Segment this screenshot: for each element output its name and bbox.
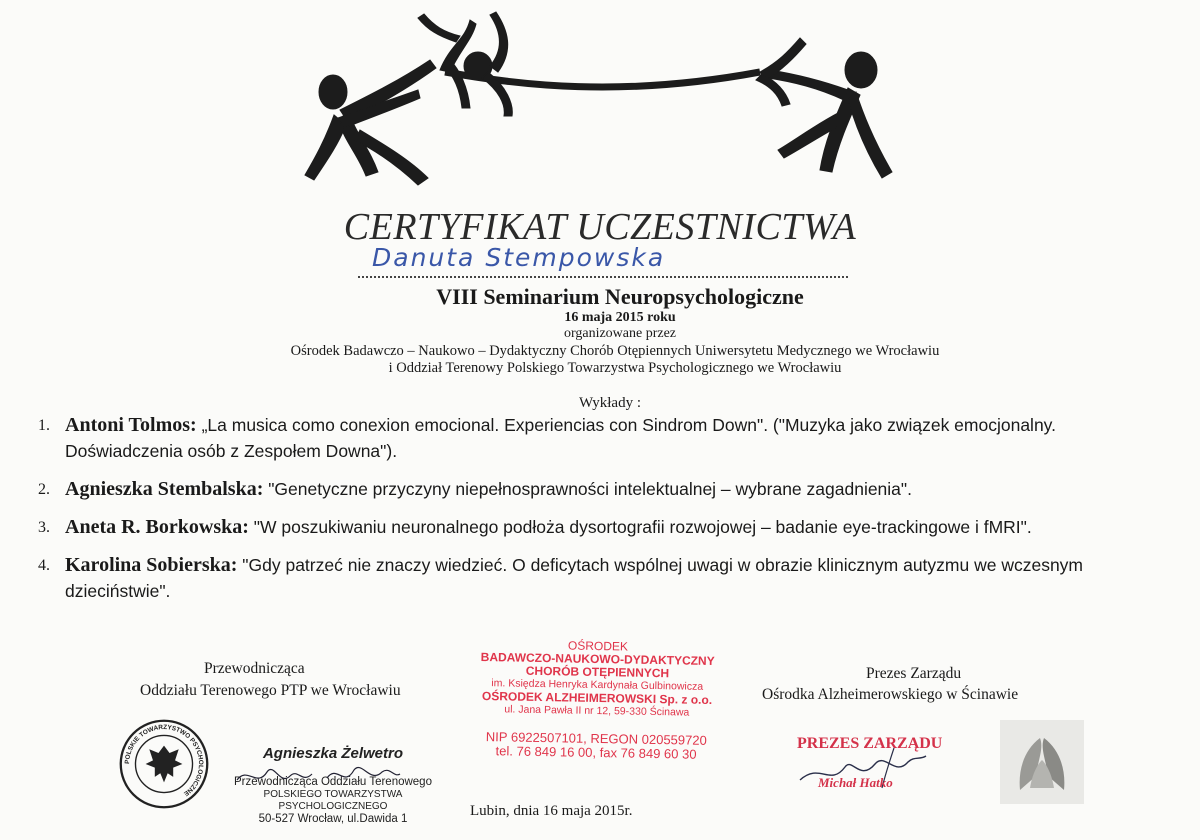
- lecture-speaker: Antoni Tolmos:: [65, 414, 197, 436]
- left-stamp-name: Agnieszka Żelwetro: [262, 745, 404, 762]
- lecture-topic: "W poszukiwaniu neuronalnego podłoża dysortografii rozwojowej – badanie eye-trackingowe i fMRI".: [248, 517, 1032, 537]
- stamp-line: ul. Jana Pawła II nr 12, 59-330 Ścinawa: [504, 703, 690, 719]
- right-stamp-name: Michał Hatko: [818, 775, 893, 790]
- lecture-number: 3.: [38, 519, 50, 536]
- stamp-line: tel. 76 849 16 00, fax 76 849 60 30: [495, 743, 697, 762]
- left-stamp-address: 50-527 Wrocław, ul.Dawida 1: [258, 813, 408, 825]
- left-stamp-org: POLSKIEGO TOWARZYSTWA PSYCHOLOGICZNEGO: [263, 789, 403, 812]
- lecture-item: [38, 514, 1178, 540]
- hands-logo-icon: [1000, 720, 1084, 804]
- lecture-item: [38, 412, 1178, 464]
- lecture-number: 1.: [38, 417, 50, 434]
- stamp-line: BADAWCZO-NAUKOWO-DYDAKTYCZNY CHORÓB OTĘPIENNYCH: [480, 649, 715, 681]
- eagle-seal-icon: [118, 718, 210, 810]
- lecture-number: 4.: [38, 557, 50, 574]
- lecture-topic: „La musica como conexion emocional. Experiencias con Sindrom Down". ("Muzyka jako związek emocjonalny. Doświadczenia osób z Zespołem Downa").: [65, 415, 1056, 461]
- event-title: VIII Seminarium Neuropsychologiczne: [436, 284, 804, 309]
- center-red-stamp: [461, 638, 733, 763]
- organizer-line-2: i Oddział Terenowy Polskiego Towarzystwa Psychologicznego we Wrocławiu: [388, 360, 842, 376]
- right-signatory-org: Ośrodka Alzheimerowskiego w Ścinawie: [762, 686, 1019, 703]
- stamp-line: OŚRODEK: [567, 638, 629, 654]
- participant-name: Danuta Stempowska: [372, 243, 666, 272]
- place-and-date: Lubin, dnia 16 maja 2015r.: [470, 803, 633, 819]
- lecture-number: 2.: [38, 481, 50, 498]
- left-signatory-org: Oddziału Terenowego PTP we Wrocławiu: [140, 682, 401, 699]
- organizer-line-1: Ośrodek Badawczo – Naukowo – Dydaktyczny Chorób Otępiennych Uniwersytetu Medycznego we Wrocławiu: [290, 343, 940, 359]
- left-signatory-title: Przewodnicząca: [204, 660, 305, 677]
- lecture-item: [38, 552, 1178, 604]
- event-date: 16 maja 2015 roku: [564, 310, 676, 325]
- left-stamp-role: Przewodnicząca Oddziału Terenowego: [234, 776, 432, 788]
- right-stamp-title: PREZES ZARZĄDU: [797, 735, 943, 752]
- seal-text: POLSKIE TOWARZYSTWO PSYCHOLOGICZNE: [123, 723, 205, 798]
- stamp-line: NIP 6922507101, REGON 020559720: [485, 729, 707, 748]
- lecture-topic: "Gdy patrzeć nie znaczy wiedzieć. O deficytach wspólnej uwagi w obrazie klinicznym autyzmu we wczesnym dzieciństwie".: [65, 555, 1084, 601]
- left-handwritten-signature: [232, 758, 402, 792]
- lectures-heading: Wykłady :: [579, 395, 641, 411]
- lecture-item: [38, 476, 1178, 502]
- stamp-line: im. Księdza Henryka Kardynała Gulbinowicza: [491, 677, 704, 693]
- lecture-speaker: Karolina Sobierska:: [65, 554, 238, 576]
- lecture-topic: "Genetyczne przyczyny niepełnosprawności intelektualnej – wybrane zagadnienia".: [263, 479, 912, 499]
- stick-figures-neuron-illustration: [300, 0, 900, 200]
- lectures-list: [38, 412, 1178, 616]
- stamp-line: OŚRODEK ALZHEIMEROWSKI Sp. z o.o.: [481, 688, 713, 708]
- right-signatory-title: Prezes Zarządu: [866, 665, 962, 682]
- organized-by-label: organizowane przez: [563, 326, 677, 341]
- certificate-title: CERTYFIKAT UCZESTNICTWA: [343, 206, 857, 248]
- lecture-speaker: Agnieszka Stembalska:: [65, 478, 264, 500]
- lecture-speaker: Aneta R. Borkowska:: [65, 516, 249, 538]
